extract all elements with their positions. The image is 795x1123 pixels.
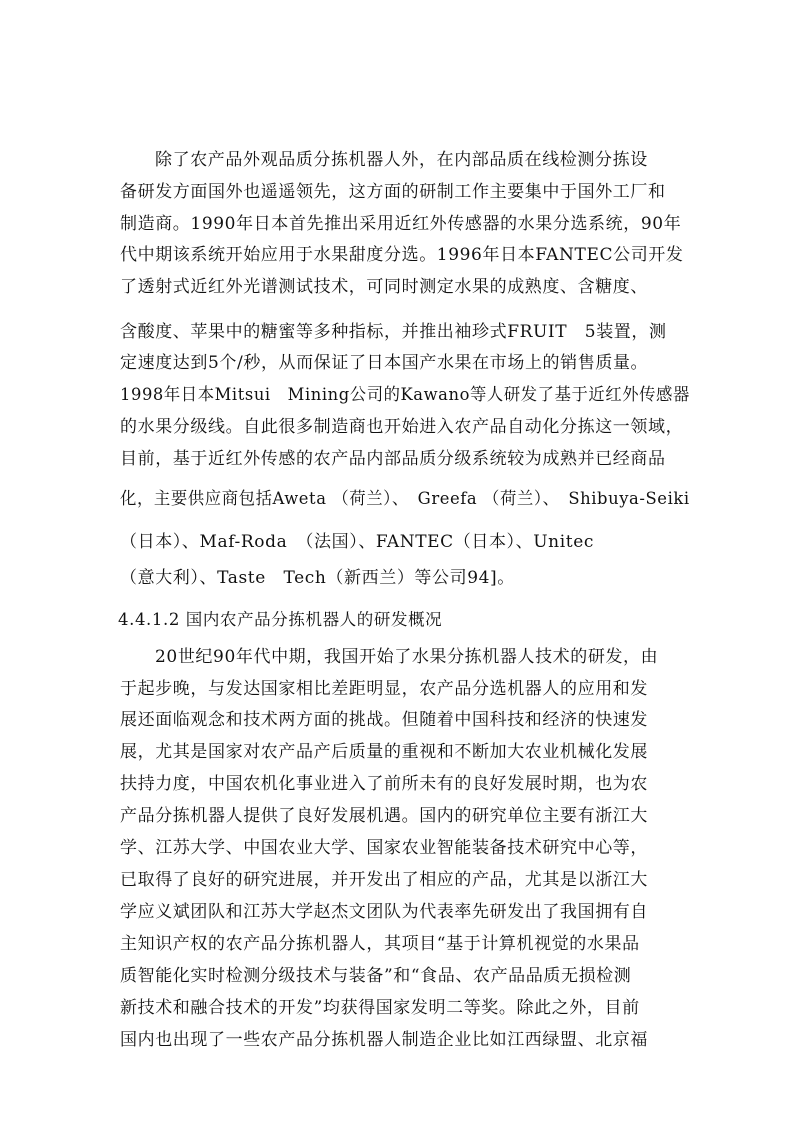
paragraph-line: 化，主要供应商包括Aweta （荷兰）、 Greefa （荷兰）、 Shibuya-Seiki (120, 489, 690, 509)
paragraph-line: 学应义斌团队和江苏大学赵杰文团队为代表率先研发出了我国拥有自 (120, 902, 648, 922)
paragraph-line: 备研发方面国外也遥遥领先，这方面的研制工作主要集中于国外工厂和 (120, 182, 666, 202)
paragraph-line: 国内也出现了一些农产品分拣机器人制造企业比如江西绿盟、北京福 (120, 1030, 648, 1050)
paragraph-line: 目前，基于近红外传感的农产品内部品质分级系统较为成熟并已经商品 (120, 449, 666, 469)
paragraph-line: 展还面临观念和技术两方面的挑战。但随着中国科技和经济的快速发 (120, 710, 648, 730)
paragraph-line: （日本）、Maf-Roda （法国）、FANTEC（日本）、Unitec (120, 532, 594, 552)
paragraph-line: 代中期该系统开始应用于水果甜度分选。1996年日本FANTEC公司开发 (120, 245, 684, 265)
paragraph-line: 除了农产品外观品质分拣机器人外，在内部品质在线检测分拣设 (155, 150, 648, 170)
paragraph-line: 产品分拣机器人提供了良好发展机遇。国内的研究单位主要有浙江大 (120, 806, 648, 826)
paragraph-line: 展，尤其是国家对农产品产后质量的重视和不断加大农业机械化发展 (120, 742, 648, 762)
paragraph-line: 已取得了良好的研究进展，并开发出了相应的产品，尤其是以浙江大 (120, 870, 648, 890)
paragraph-line: 扶持力度，中国农机化事业进入了前所未有的良好发展时期，也为农 (120, 774, 648, 794)
paragraph-line: 含酸度、苹果中的糖蜜等多种指标，并推出袖珍式FRUIT 5装置，测 (120, 322, 667, 342)
paragraph-line: 新技术和融合技术的开发”均获得国家发明二等奖。除此之外，目前 (120, 998, 640, 1018)
paragraph-line: 了透射式近红外光谱测试技术，可同时测定水果的成熟度、含糖度、 (120, 277, 648, 297)
paragraph-line: 的水果分级线。自此很多制造商也开始进入农产品自动化分拣这一领域， (120, 417, 684, 437)
paragraph-line: 质智能化实时检测分级技术与装备”和“食品、农产品品质无损检测 (120, 966, 632, 986)
paragraph-line: 主知识产权的农产品分拣机器人，其项目“基于计算机视觉的水果品 (120, 934, 640, 954)
paragraph-line: 于起步晚，与发达国家相比差距明显，农产品分选机器人的应用和发 (120, 679, 648, 699)
paragraph-line: 1998年日本Mitsui Mining公司的Kawano等人研发了基于近红外传感器 (120, 385, 690, 405)
paragraph-line: （意大利）、Taste Tech（新西兰）等公司94]。 (120, 568, 515, 588)
section-heading: 4.4.1.2 国内农产品分拣机器人的研发概况 (118, 610, 443, 629)
paragraph-line: 学、江苏大学、中国农业大学、国家农业智能装备技术研究中心等， (120, 838, 648, 858)
paragraph-line: 制造商。1990年日本首先推出采用近红外传感器的水果分选系统，90年 (120, 214, 682, 234)
paragraph-line: 定速度达到5个/秒，从而保证了日本国产水果在市场上的销售质量。 (120, 353, 649, 373)
paragraph-line: 20世纪90年代中期，我国开始了水果分拣机器人技术的研发，由 (155, 647, 659, 667)
